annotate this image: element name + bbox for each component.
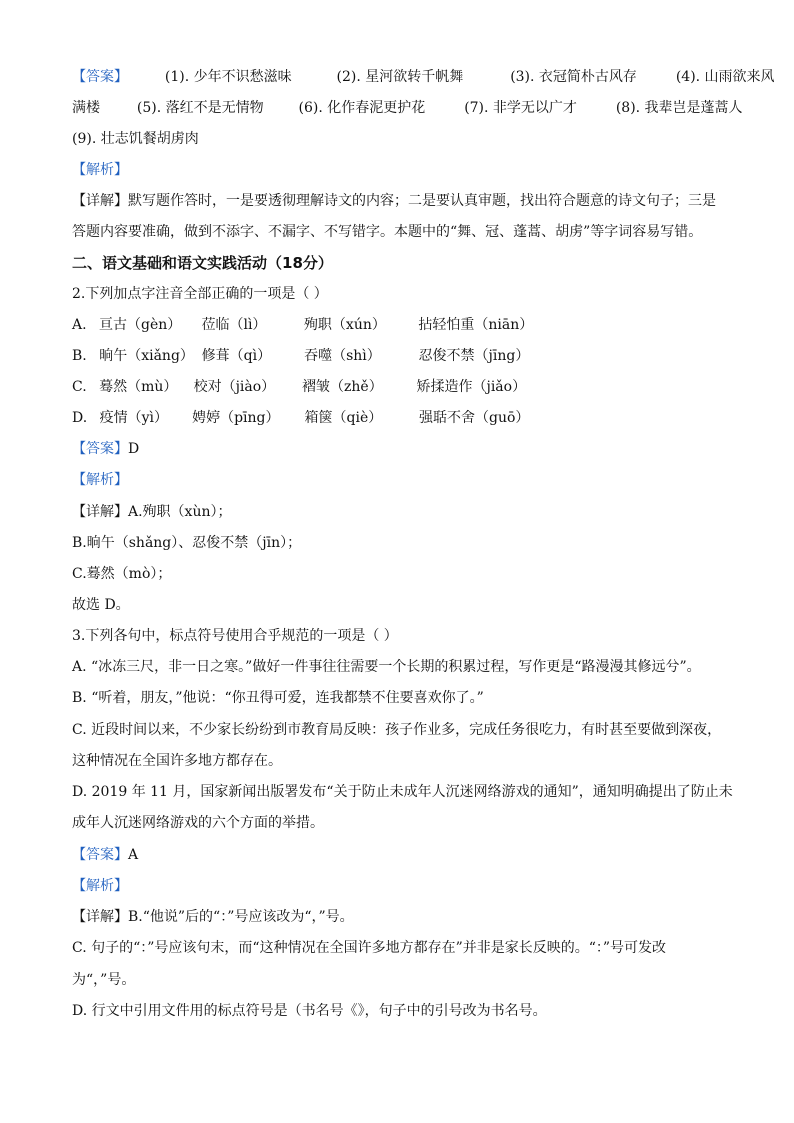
option-item: 晌午（xiǎng）: [99, 348, 194, 364]
option-item: 强聒不舍（guō）: [419, 410, 530, 426]
option-item: 修葺（qì）: [201, 348, 272, 364]
q3-analysis-tag-line: [72, 876, 722, 896]
q3-option-c-line-1: C. 近段时间以来，不少家长纷纷到市教育局反映：孩子作业多，完成任务很吃力，有时甚至要做到深夜，: [72, 722, 722, 738]
q3-stem: 3.下列各句中，标点符号使用合乎规范的一项是（ ）: [72, 628, 398, 644]
detail-tag: 【详解】: [72, 504, 128, 520]
analysis-tag: 【解析】: [72, 878, 128, 894]
option-item: 拈轻怕重（niān）: [418, 317, 534, 333]
q3-option-d-line-2: 成年人沉迷网络游戏的六个方面的举措。: [72, 815, 324, 831]
analysis-tag: 【解析】: [72, 472, 128, 488]
option-label: C.: [72, 379, 87, 395]
detail-tag: 【详解】: [72, 193, 128, 209]
q3-option-d-line-1: D. 2019 年 11 月，国家新闻出版署发布“关于防止未成年人沉迷网络游戏的通知”，通知明确提出了防止未: [72, 784, 733, 800]
q2-stem: 2.下列加点字注音全部正确的一项是（ ）: [72, 286, 328, 302]
answer-value: A: [128, 847, 139, 863]
option-item: 莅临（lì）: [201, 317, 267, 333]
detail-text: B.“他说”后的“：”号应该改为“，”号。: [128, 909, 354, 925]
q2-detail-line-2: B.晌午（shǎng）、忍俊不禁（jīn）；: [72, 535, 302, 551]
answer-item: (2). 星河欲转千帆舞: [336, 69, 464, 85]
q3-detail-line-c2: 为“，”号。: [72, 972, 136, 988]
answer-item: (4). 山雨欲来风: [675, 69, 775, 85]
option-label: D.: [72, 410, 88, 426]
answer-item: (8). 我辈岂是蓬蒿人: [615, 100, 743, 116]
detail-text: 默写题作答时，一是要透彻理解诗文的内容；二是要认真审题，找出符合题意的诗文句子；三是: [128, 193, 716, 209]
q1-detail-line-1: [72, 191, 722, 211]
q2-detail-line-1: [72, 502, 722, 522]
answer-tag: 【答案】: [72, 441, 128, 457]
q2-option-c: [72, 377, 722, 397]
option-item: 矫揉造作（jiǎo）: [416, 379, 527, 395]
option-item: 亘古（gèn）: [99, 317, 182, 333]
option-label: A.: [72, 317, 87, 333]
answer-item: (5). 落红不是无情物: [136, 100, 264, 116]
answer-tag: 【答案】: [72, 847, 128, 863]
q3-option-b: B. “听着，朋友，”他说：“你丑得可爱，连我都禁不住要喜欢你了。”: [72, 690, 484, 706]
q2-option-b: [72, 346, 722, 366]
section-heading: 二、语文基础和语文实践活动（18分）: [72, 254, 333, 272]
option-item: 忍俊不禁（jīng）: [418, 348, 530, 364]
option-item: 箱箧（qiè）: [304, 410, 383, 426]
q3-option-c-line-2: 这种情况在全国许多地方都存在。: [72, 753, 282, 769]
answer-item: (6). 化作春泥更护花: [298, 100, 426, 116]
q3-detail-line-d: D. 行文中引用文件用的标点符号是（书名号《》，句子中的引号改为书名号。: [72, 1003, 547, 1019]
answer-item: 满楼: [72, 100, 100, 116]
option-item: 殉职（xún）: [303, 317, 386, 333]
detail-text: 答题内容要准确，做到不添字、不漏字、不写错字。本题中的“舞、冠、蓬蒿、胡虏”等字词容易写错。: [72, 224, 703, 240]
q1-answer-line-1: [72, 67, 775, 87]
q2-option-d: [72, 408, 722, 428]
q3-option-a: A. “冰冻三尺，非一日之寒。”做好一件事往往需要一个长期的积累过程，写作更是“路漫漫其修远兮”。: [72, 659, 701, 675]
answer-value: D: [128, 441, 140, 457]
answer-item: (7). 非学无以广才: [464, 100, 577, 116]
option-item: 疫情（yì）: [99, 410, 169, 426]
q1-analysis-tag-line: [72, 160, 722, 180]
answer-item: (9). 壮志饥餐胡虏肉: [72, 131, 199, 147]
option-item: 蓦然（mù）: [99, 379, 178, 395]
detail-tag: 【详解】: [72, 909, 128, 925]
q2-detail-line-4: 故选 D。: [72, 597, 130, 613]
q1-answer-line-3: [72, 129, 722, 149]
q3-detail-line-c1: C. 句子的“：”号应该句末，而“这种情况在全国许多地方都存在”并非是家长反映的。“：”号可发改: [72, 940, 667, 956]
q1-detail-line-2: [72, 222, 722, 242]
answer-tag: 【答案】: [72, 69, 128, 85]
q2-option-a: [72, 315, 722, 335]
q2-answer-line: [72, 439, 722, 459]
q3-detail-line-b: [72, 907, 722, 927]
option-label: B.: [72, 348, 87, 364]
analysis-tag: 【解析】: [72, 162, 128, 178]
detail-text: A.殉职（xùn）；: [128, 504, 232, 520]
q2-analysis-tag-line: [72, 470, 722, 490]
option-item: 褶皱（zhě）: [302, 379, 383, 395]
answer-item: (1). 少年不识愁滋味: [164, 69, 292, 85]
answer-item: (3). 衣冠简朴古风存: [510, 69, 637, 85]
q1-answer-line-2: [72, 98, 743, 118]
option-item: 娉婷（pīng）: [192, 410, 280, 426]
option-item: 吞噬（shì）: [304, 348, 381, 364]
option-item: 校对（jiào）: [193, 379, 276, 395]
q2-detail-line-3: C.蓦然（mò）；: [72, 566, 172, 582]
q3-answer-line: [72, 845, 722, 865]
